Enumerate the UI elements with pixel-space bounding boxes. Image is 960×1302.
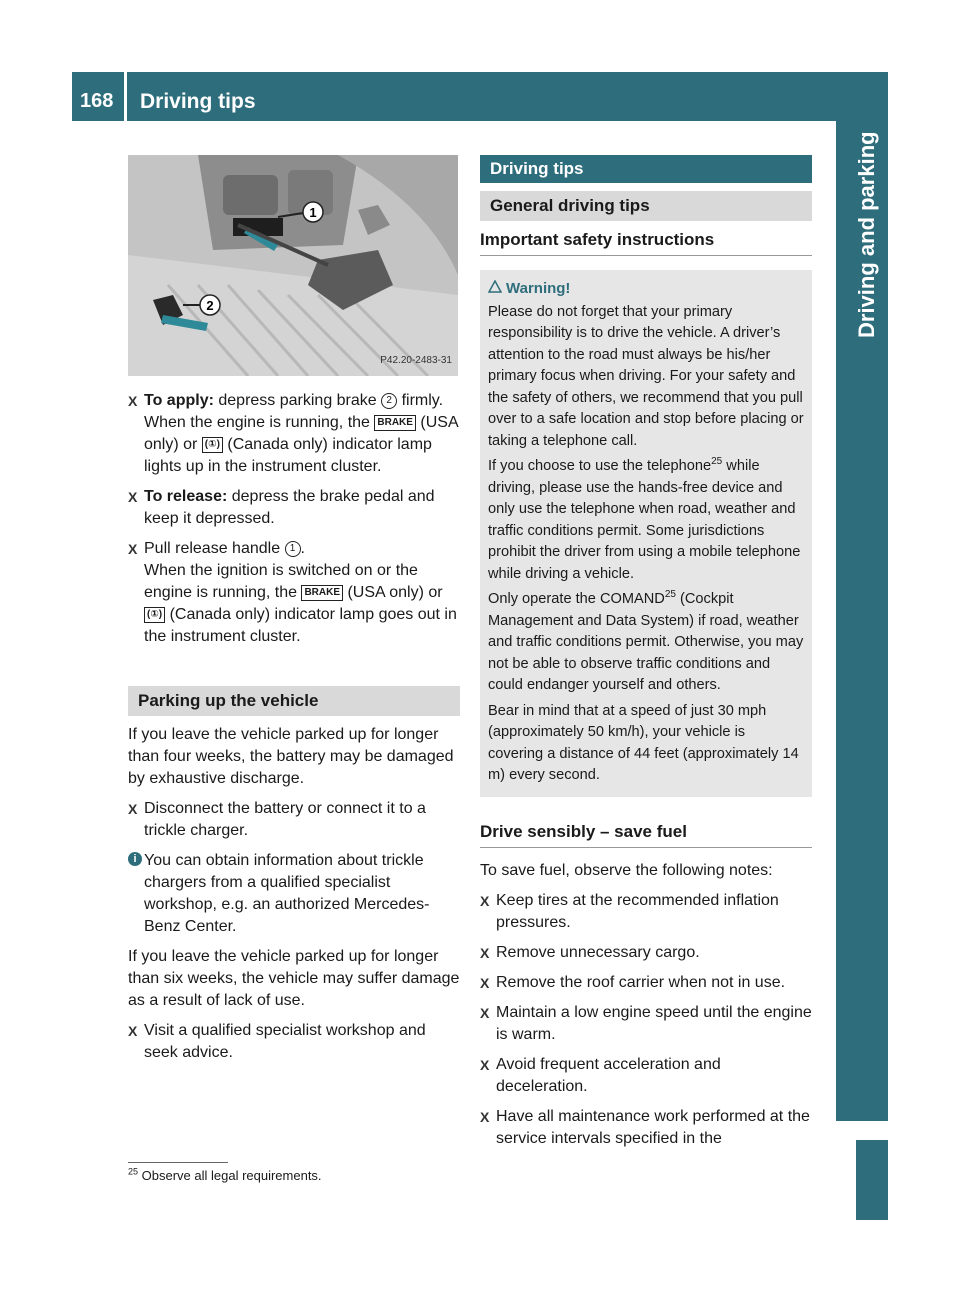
step-marker-icon: X — [480, 944, 490, 961]
fuel-step — [480, 1106, 812, 1150]
fuel-step-text: Maintain a low engine speed until the engine is warm. — [496, 1003, 812, 1043]
step-marker-icon: X — [480, 1056, 490, 1073]
pull-text-3: When the ignition is switched on or the engine is running, the — [144, 562, 418, 601]
fuel-intro: To save fuel, observe the following notes: — [480, 861, 773, 879]
parking-heading: Parking up the vehicle — [128, 686, 460, 716]
warning-box — [480, 270, 812, 797]
warning-p3a: Only operate the COMAND — [488, 591, 665, 607]
apply-text-2: firmly. When the engine is running, the — [144, 392, 444, 431]
pull-text-4: (USA only) or — [343, 584, 443, 601]
warning-p3b: (Cockpit Management and Data System) if road, weather and traffic conditions permit. Otherwise, you may not be able to observe traffic conditions and could endanger yourself and others. — [488, 591, 804, 693]
figure-code: P42.20-2483-31 — [380, 355, 452, 366]
callout-2: 2 — [206, 298, 214, 313]
step-marker-icon: X — [480, 1108, 490, 1125]
warning-p2b: while driving, please use the hands-free device and only use the telephone when road, weather and traffic conditions permit. Some jurisdictions prohibit the driver from using a mobile telephone while driving a vehicle. — [488, 458, 801, 582]
left-column — [128, 155, 460, 1064]
parking-brake-figure — [128, 155, 458, 376]
warning-p2 — [488, 456, 804, 585]
parking-step-2 — [128, 1020, 460, 1064]
page-number: 168 — [80, 90, 114, 112]
safety-heading: Important safety instructions — [480, 229, 812, 256]
fuel-step-text: Remove unnecessary cargo. — [496, 943, 700, 961]
step-marker-icon: X — [480, 1004, 490, 1021]
pull-text-5: (Canada only) indicator lamp goes out in the instrument cluster. — [144, 606, 457, 645]
fuel-step — [480, 1002, 812, 1046]
footnote-ref: 25 — [711, 456, 723, 468]
warning-title-row — [488, 278, 804, 300]
info-icon: i — [128, 852, 142, 866]
step-marker-icon: X — [128, 489, 138, 505]
header-divider — [124, 72, 127, 121]
parking-step-1-text: Disconnect the battery or connect it to a trickle charger. — [144, 800, 426, 839]
page-title: Driving tips — [140, 90, 256, 113]
step-marker-icon: X — [128, 1023, 138, 1039]
fuel-step-text: Remove the roof carrier when not in use. — [496, 973, 786, 991]
apply-text-4: (Canada only) indicator lamp lights up in the instrument cluster. — [144, 436, 432, 475]
footnote — [128, 1168, 322, 1184]
warning-icon — [488, 278, 504, 300]
warning-p1: Please do not forget that your primary responsibility is to drive the vehicle. A driver’s attention to the road must always be his/her primary focus when driving. For your safety and the safety of others, we recommend that you pull over to a safe location and stop before placing or taking a telephone call. — [488, 303, 804, 449]
warning-p4: Bear in mind that at a speed of just 30 mph (approximately 50 km/h), your vehicle is covering a distance of 44 feet (approximately 14 m) every second. — [488, 702, 799, 783]
apply-label: To apply: — [144, 392, 214, 409]
pull-text-2: . — [300, 540, 305, 557]
side-tab-label: Driving and parking — [854, 131, 879, 338]
fuel-heading: Drive sensibly – save fuel — [480, 821, 812, 848]
step-marker-icon: X — [480, 892, 490, 909]
section-heading: Driving tips — [480, 155, 812, 183]
footnote-number: 25 — [128, 1166, 139, 1177]
parking-info — [128, 850, 460, 938]
parking-brake-illustration — [128, 155, 458, 376]
parking-step-2-text: Visit a qualified specialist workshop and seek advice. — [144, 1022, 426, 1061]
warning-p3 — [488, 589, 804, 697]
side-block — [856, 1140, 888, 1220]
release-step — [128, 486, 460, 530]
step-marker-icon: X — [128, 541, 138, 557]
apply-text-3: (USA only) or — [144, 414, 458, 453]
fuel-step — [480, 1054, 812, 1098]
fuel-step — [480, 972, 812, 994]
pull-text-1: Pull release handle — [144, 540, 285, 557]
parking-step-1 — [128, 798, 460, 842]
right-column — [480, 155, 812, 1150]
apply-text-1: depress parking brake — [213, 392, 382, 409]
step-marker-icon: X — [128, 393, 138, 409]
footnote-rule — [128, 1162, 228, 1163]
parking-info-text: You can obtain information about trickle chargers from a qualified specialist workshop, e.g. an authorized Mercedes-Benz Center. — [144, 852, 430, 935]
release-label: To release: — [144, 488, 228, 505]
step-marker-icon: X — [128, 801, 138, 817]
fuel-step — [480, 942, 812, 964]
fuel-step-text: Keep tires at the recommended inflation pressures. — [496, 891, 779, 931]
warning-title: Warning! — [506, 280, 571, 297]
step-marker-icon: X — [480, 974, 490, 991]
callout-1-icon: 1 — [285, 541, 301, 557]
callout-1: 1 — [309, 205, 317, 220]
parking-para-1: If you leave the vehicle parked up for longer than four weeks, the battery may be damaged by exhaustive discharge. — [128, 726, 454, 787]
parking-para-2: If you leave the vehicle parked up for longer than six weeks, the vehicle may suffer damage as a result of lack of use. — [128, 948, 460, 1009]
fuel-step — [480, 890, 812, 934]
general-heading: General driving tips — [480, 191, 812, 221]
footnote-text: Observe all legal requirements. — [138, 1168, 322, 1183]
fuel-step-text: Have all maintenance work performed at the service intervals specified in the — [496, 1107, 810, 1147]
canada-brake-icon: (①) — [202, 437, 223, 453]
footnote-ref: 25 — [664, 589, 676, 601]
pull-step — [128, 538, 460, 648]
canada-brake-icon: (①) — [144, 607, 165, 623]
brake-icon: BRAKE — [374, 415, 416, 431]
release-text: depress the brake pedal and keep it depressed. — [144, 488, 435, 527]
callout-2-icon: 2 — [381, 393, 397, 409]
apply-step — [128, 390, 460, 478]
fuel-step-text: Avoid frequent acceleration and deceleration. — [496, 1055, 721, 1095]
brake-icon: BRAKE — [301, 585, 343, 601]
warning-p2a: If you choose to use the telephone — [488, 458, 712, 474]
